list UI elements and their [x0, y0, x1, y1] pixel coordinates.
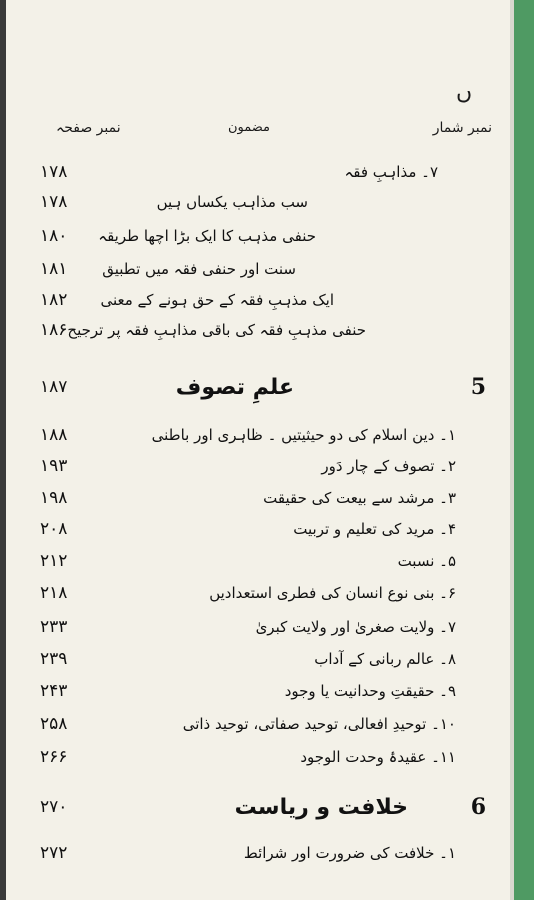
toc-title: حنفی مذہب کا ایک بڑا اچھا طریقہ — [98, 227, 316, 245]
toc-title: ۱۱۔ عقیدۂ وحدت الوجود — [300, 748, 456, 766]
toc-title: ایک مذہبِ فقہ کے حق ہونے کے معنی — [100, 291, 334, 309]
toc-entry — [40, 676, 456, 706]
toc-page-number: ۲۱۸ — [40, 583, 68, 603]
toc-entry — [40, 514, 456, 544]
chapter-page-number: ۲۷۰ — [40, 797, 68, 817]
toc-page-number: ۱۸۰ — [40, 226, 68, 246]
toc-title: ۱۔ خلافت کی ضرورت اور شرائط — [243, 844, 456, 862]
toc-page-number: ۱۸۱ — [40, 259, 68, 279]
toc-page-number: ۱۸۶ — [40, 320, 68, 340]
toc-title: ۷۔ ولایت صغریٰ اور ولایت کبریٰ — [255, 618, 456, 636]
toc-entry — [40, 285, 334, 315]
toc-page-number: ۱۷۸ — [40, 162, 68, 182]
toc-title: حنفی مذہبِ فقہ کی باقی مذاہبِ فقہ پر ترجیح — [67, 321, 366, 339]
page-letter: ں — [456, 80, 473, 105]
header-serial: نمبر شمار — [432, 120, 492, 136]
toc-entry — [40, 315, 364, 345]
toc-entry — [40, 420, 456, 450]
toc-title: سب مذاہب یکساں ہیں — [156, 193, 308, 211]
toc-entry — [40, 221, 316, 251]
toc-entry — [40, 709, 456, 739]
toc-title: ۷۔ مذاہبِ فقہ — [344, 163, 438, 181]
toc-page-number: ۱۹۸ — [40, 488, 68, 508]
toc-page-number: ۲۳۳ — [40, 617, 68, 637]
toc-entry — [40, 187, 308, 217]
toc-entry — [40, 578, 456, 608]
chapter-heading — [40, 792, 494, 822]
toc-title: ۸۔ عالم ربانی کے آداب — [314, 650, 456, 668]
toc-entry — [40, 546, 456, 576]
toc-entry — [40, 254, 296, 284]
cover-edge — [514, 0, 534, 900]
toc-page-number: ۱۷۸ — [40, 192, 68, 212]
toc-entry — [40, 451, 456, 481]
toc-title: ۹۔ حقیقتِ وحدانیت یا وجود — [284, 682, 456, 700]
toc-page-number: ۱۹۳ — [40, 456, 68, 476]
toc-entry — [40, 483, 456, 513]
chapter-title: خلافت و ریاست — [234, 794, 408, 820]
toc-page-number: ۲۵۸ — [40, 714, 68, 734]
toc-entry — [40, 838, 456, 868]
toc-title: سنت اور حنفی فقہ میں تطبیق — [102, 260, 296, 278]
toc-page-number: ۲۰۸ — [40, 519, 68, 539]
chapter-page-number: ۱۸۷ — [40, 377, 68, 397]
header-page: نمبر صفحہ — [56, 120, 121, 136]
toc-entry — [40, 612, 456, 642]
toc-title: ۴۔ مرید کی تعلیم و تربیت — [293, 520, 456, 538]
page-left-edge — [0, 0, 6, 900]
toc-entry — [40, 157, 438, 187]
toc-title: ۱۔ دین اسلام کی دو حیثیتیں ۔ ظاہری اور باطنی — [151, 426, 456, 444]
toc-page-number: ۲۷۲ — [40, 843, 68, 863]
chapter-number: 6 — [470, 794, 486, 820]
header-subject: مضمون — [228, 120, 271, 135]
chapter-title: علمِ تصوف — [175, 374, 294, 400]
toc-entry — [40, 742, 456, 772]
toc-title: ۶۔ بنی نوع انسان کی فطری استعدادیں — [209, 584, 456, 602]
toc-page-number: ۱۸۸ — [40, 425, 68, 445]
toc-page-number: ۲۴۳ — [40, 681, 68, 701]
chapter-number: 5 — [470, 374, 486, 400]
toc-page-number: ۲۱۲ — [40, 551, 68, 571]
toc-title: ۵۔ نسبت — [397, 552, 456, 570]
toc-title: ۱۰۔ توحیدِ افعالی، توحید صفاتی، توحید ذاتی — [182, 715, 456, 733]
toc-title: ۳۔ مرشد سے بیعت کی حقیقت — [263, 489, 456, 507]
chapter-heading — [40, 372, 494, 402]
toc-entry — [40, 644, 456, 674]
toc-page-number: ۲۶۶ — [40, 747, 68, 767]
toc-page-number: ۱۸۲ — [40, 290, 68, 310]
toc-page-number: ۲۳۹ — [40, 649, 68, 669]
toc-title: ۲۔ تصوف کے چار دَور — [321, 457, 456, 475]
